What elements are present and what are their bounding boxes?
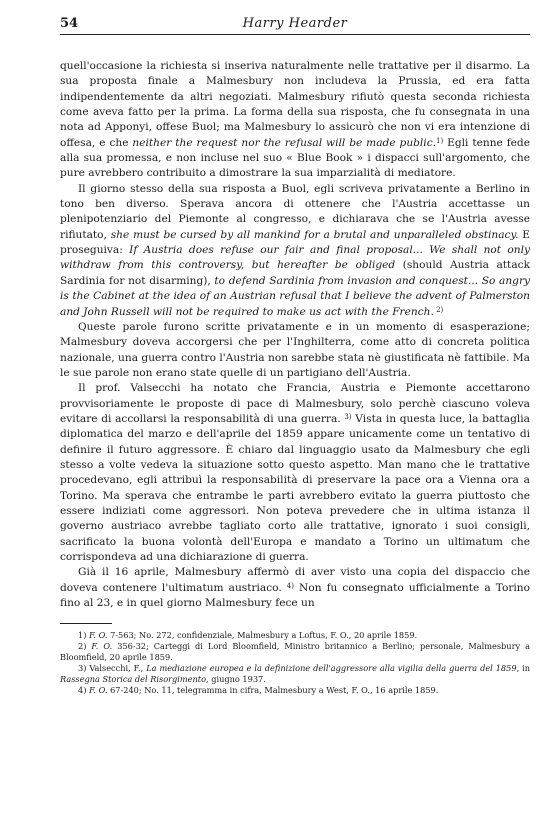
text-run: Vista in questa luce, la battaglia diplomatica del marzo e dell'aprile del 1859 appare unicamente come un tentativo di definire il futuro aggressore. È chiaro dal linguaggio usato da Malmesbury che egli stesso a volte vedeva la situazione sotto questo aspetto. Man mano che le trattative procedevano, egli attribuì la responsabilità di preservare la pace ora a Vienna ora a Torino. Ma sperava che entrambe le parti avrebbero evitato la guerra piuttosto che essere indiziati come aggressori. Non poteva prevedere che in ultima istanza il governo austriaco avrebbe tagliato corto alle trattative, ignorato i suoi consigli, sacrificato la buona volontà dell'Europa e mandato a Torino un ultimatum che corrispondeva ad una dichiarazione di guerra. bbox=[60, 412, 531, 563]
paragraph bbox=[60, 182, 530, 320]
footnote bbox=[60, 641, 530, 663]
footnote bbox=[60, 630, 530, 641]
footnote-reference: 1) bbox=[436, 136, 444, 145]
text-run: E proseguiva: bbox=[60, 228, 530, 257]
footnote-separator bbox=[60, 623, 112, 624]
text-run: Il prof. Valsecchi ha notato che Francia, Austria e Piemonte accettarono provvisoriamente le proposte di pace di Malmesbury, solo perchè ciascuno voleva evitare di accollarsi la responsabilità di una guerra. bbox=[60, 382, 530, 425]
text-run: (should Austria attack Sardinia for not disarming), bbox=[60, 259, 530, 287]
italic-text: La mediazione europea e la definizione dell'aggressore alla vigilia della guerra del 1859 bbox=[146, 663, 517, 674]
italic-text: F. O. bbox=[91, 641, 113, 652]
footnote-reference: 3) bbox=[344, 412, 352, 421]
italic-text: F. O. bbox=[89, 685, 108, 696]
text-run: Egli tenne fede alla sua promessa, e non incluse nel suo « Blue Book » i dispacci sull'argomento, che pure avrebbero contribuito a dimostrare la sua imparzialità di mediatore. bbox=[60, 136, 530, 180]
text-run: Queste parole furono scritte privatamente e in un momento di esasperazione; Malmesbury doveva accorgersi che per l'Inghilterra, come atto di concreta politica nazionale, una guerra contro l'Austria non sarebbe stata nè giustificata nè fattibile. Ma le sue parole non erano state quelle di un partigiano dell'Austria. bbox=[60, 320, 530, 379]
italic-text: If Austria does refuse our fair and final proposal... We shall not only withdraw from this controversy, but hereafter be obliged bbox=[60, 244, 530, 272]
footnote bbox=[60, 663, 530, 685]
text-run: 356-32; Carteggi di Lord Bloomfield, Ministro britannico a Berlino; personale, Malmesbury a Bloomfield, 20 aprile 1859. bbox=[60, 641, 530, 663]
footnote-reference: 4) bbox=[286, 581, 294, 590]
italic-text: neither the request nor the refusal will be made public. bbox=[132, 136, 436, 149]
paragraph bbox=[60, 59, 530, 182]
text-run: 4) bbox=[78, 685, 90, 696]
text-run: quell'occasione la richiesta si inseriva naturalmente nelle trattative per il disarmo. La sua proposta finale a Malmesbury non includeva la Prussia, ed era fatta indipendentemente da altri negoziati. Malmesbury rifiutò questa seconda richiesta come aveva fatto per la prima. La forma della sua risposta, che fu consegnata in una nota ad Apponyi, offese Buol; ma Malmesbury lo assicurò che non vi era intenzione di offesa, e che bbox=[60, 60, 530, 149]
text-run: 3) Valsecchi, F., bbox=[78, 663, 147, 674]
italic-text: Rassegna Storica del Risorgimento bbox=[60, 674, 207, 685]
body-text bbox=[60, 59, 530, 611]
running-header bbox=[60, 14, 530, 35]
text-run: Il giorno stesso della sua risposta a Buol, egli scriveva privatamente a Berlino in tono ben diverso. Sperava ancora di ottenere che l'Austria accettasse un plenipotenziario del Piemonte al congresso, e dichiarava che se l'Austria avesse rifiutato, bbox=[60, 182, 530, 241]
page-number: 54 bbox=[60, 16, 79, 31]
italic-text: F. O. bbox=[89, 630, 108, 641]
text-run: , in bbox=[516, 663, 530, 674]
paragraph bbox=[60, 381, 530, 565]
paragraph bbox=[60, 565, 530, 611]
paragraph bbox=[60, 320, 530, 381]
italic-text: she must be cursed by all mankind for a brutal and unparalleled obstinacy. bbox=[110, 228, 519, 241]
footnote-reference: 2) bbox=[433, 305, 444, 314]
text-run: 1) bbox=[78, 630, 90, 641]
text-run: Già il 16 aprile, Malmesbury affermò di aver visto una copia del dispaccio che doveva contenere l'ultimatum austriaco. bbox=[60, 566, 530, 594]
footnote bbox=[60, 685, 530, 696]
italic-text: to defend Sardinia from invasion and conquest... So angry is the Cabinet at the idea of an Austrian refusal that I believe the advent of Palmerston and John Russell will not be required to make us act with the French. bbox=[60, 274, 530, 318]
text-run: Non fu consegnato ufficialmente a Torino fino al 23, e in quel giorno Malmesbury fece un bbox=[60, 581, 530, 610]
text-run: 67-240; No. 11, telegramma in cifra, Malmesbury a West, F. O., 16 aprile 1859. bbox=[107, 685, 439, 696]
text-run: 7-563; No. 272, confidenziale, Malmesbury a Loftus, F. O., 20 aprile 1859. bbox=[107, 630, 418, 641]
book-page bbox=[60, 14, 530, 696]
text-run: , giugno 1937. bbox=[206, 674, 266, 685]
footnotes bbox=[60, 630, 530, 696]
running-title: Harry Hearder bbox=[242, 16, 348, 31]
text-run: 2) bbox=[78, 641, 92, 652]
